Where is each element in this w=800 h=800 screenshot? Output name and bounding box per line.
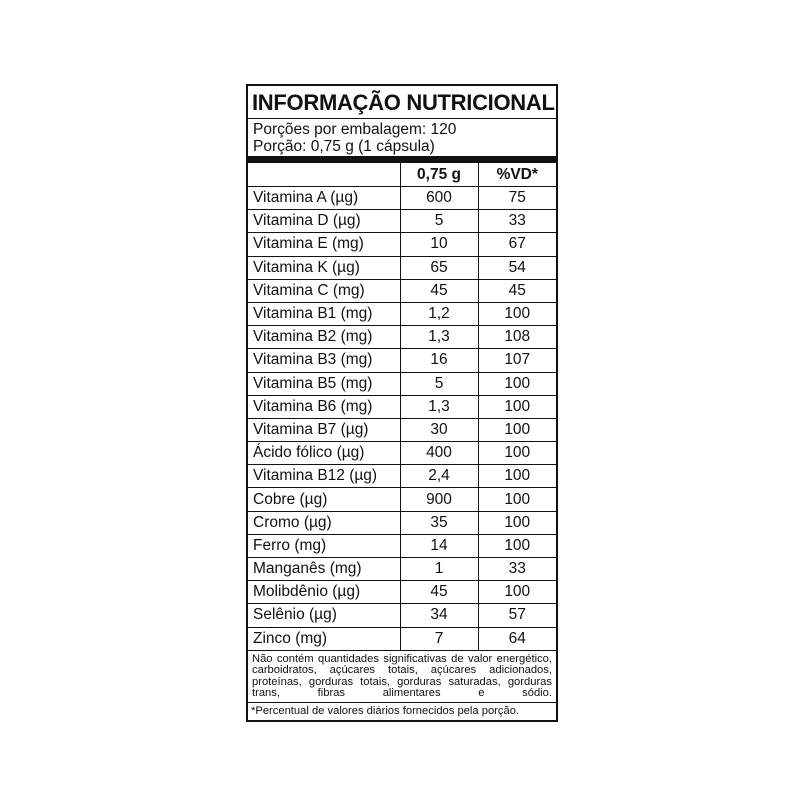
nutrient-dv: 100 [478,534,556,557]
footnote-not-significant: Não contém quantidades significativas de valor energético, carboidratos, açúcares totais, açúcares adicionados, proteínas, gorduras totais, gorduras saturadas, gorduras trans, fibras alimentares e sódio. [248,651,556,703]
table-row [248,395,556,418]
nutrient-dv: 64 [478,627,556,650]
nutrient-amount: 34 [400,604,478,627]
table-row [248,627,556,650]
nutrient-dv: 45 [478,279,556,302]
nutrient-name: Vitamina B7 (µg) [248,418,400,441]
nutrient-name: Cobre (µg) [248,488,400,511]
nutrient-amount: 45 [400,581,478,604]
table-row [248,465,556,488]
header-dv: %VD* [478,163,556,187]
table-row [248,604,556,627]
nutrient-name: Cromo (µg) [248,511,400,534]
nutrient-name: Manganês (mg) [248,558,400,581]
nutrient-name: Vitamina B12 (µg) [248,465,400,488]
nutrient-dv: 107 [478,349,556,372]
nutrient-amount: 2,4 [400,465,478,488]
table-row [248,233,556,256]
nutrient-dv: 54 [478,256,556,279]
table-row [248,210,556,233]
nutrient-amount: 7 [400,627,478,650]
servings-per-package: Porções por embalagem: 120 [248,118,556,138]
nutrient-amount: 1 [400,558,478,581]
nutrient-name: Vitamina B1 (mg) [248,302,400,325]
nutrition-label [246,84,558,722]
nutrient-name: Vitamina K (µg) [248,256,400,279]
nutrient-dv: 33 [478,558,556,581]
nutrient-amount: 1,3 [400,326,478,349]
table-row [248,302,556,325]
footnote-dv: *Percentual de valores diários fornecidos pela porção. [251,704,520,717]
nutrient-amount: 30 [400,418,478,441]
table-row [248,534,556,557]
nutrient-dv: 100 [478,488,556,511]
table-row [248,326,556,349]
nutrient-name: Vitamina B2 (mg) [248,326,400,349]
nutrient-name: Vitamina D (µg) [248,210,400,233]
nutrient-dv: 57 [478,604,556,627]
table-row [248,511,556,534]
nutrient-name: Vitamina E (mg) [248,233,400,256]
nutrient-name: Ferro (mg) [248,534,400,557]
table-row [248,256,556,279]
nutrient-amount: 45 [400,279,478,302]
nutrient-amount: 35 [400,511,478,534]
nutrient-dv: 100 [478,511,556,534]
nutrient-dv: 100 [478,372,556,395]
nutrient-dv: 108 [478,326,556,349]
table-row [248,372,556,395]
nutrient-name: Vitamina B5 (mg) [248,372,400,395]
table-row [248,418,556,441]
nutrient-amount: 600 [400,187,478,210]
nutrient-dv: 100 [478,442,556,465]
nutrient-amount: 14 [400,534,478,557]
table-row [248,187,556,210]
nutrient-amount: 400 [400,442,478,465]
nutrient-amount: 900 [400,488,478,511]
nutrient-amount: 5 [400,372,478,395]
nutrient-dv: 33 [478,210,556,233]
nutrient-dv: 100 [478,465,556,488]
nutrient-dv: 100 [478,395,556,418]
nutrient-dv: 67 [478,233,556,256]
nutrient-amount: 5 [400,210,478,233]
nutrient-name: Ácido fólico (µg) [248,442,400,465]
table-row [248,581,556,604]
nutrient-name: Selênio (µg) [248,604,400,627]
nutrient-name: Vitamina B3 (mg) [248,349,400,372]
table-row [248,558,556,581]
table-header-row [248,163,556,187]
nutrient-name: Vitamina C (mg) [248,279,400,302]
nutrient-dv: 100 [478,418,556,441]
nutrient-name: Molibdênio (µg) [248,581,400,604]
nutrient-amount: 1,2 [400,302,478,325]
nutrient-dv: 75 [478,187,556,210]
nutrient-dv: 100 [478,302,556,325]
nutrient-table [248,163,556,651]
nutrient-dv: 100 [478,581,556,604]
nutrient-amount: 16 [400,349,478,372]
portion-size: Porção: 0,75 g (1 cápsula) [253,138,435,155]
header-amount: 0,75 g [400,163,478,187]
nutrient-amount: 10 [400,233,478,256]
thick-divider [248,156,556,163]
table-row [248,442,556,465]
table-row [248,349,556,372]
table-row [248,279,556,302]
nutrient-name: Vitamina B6 (mg) [248,395,400,418]
nutrient-amount: 65 [400,256,478,279]
nutrient-name: Zinco (mg) [248,627,400,650]
label-title: INFORMAÇÃO NUTRICIONAL [252,90,555,115]
nutrient-amount: 1,3 [400,395,478,418]
header-name [248,163,400,187]
nutrient-name: Vitamina A (µg) [248,187,400,210]
table-row [248,488,556,511]
